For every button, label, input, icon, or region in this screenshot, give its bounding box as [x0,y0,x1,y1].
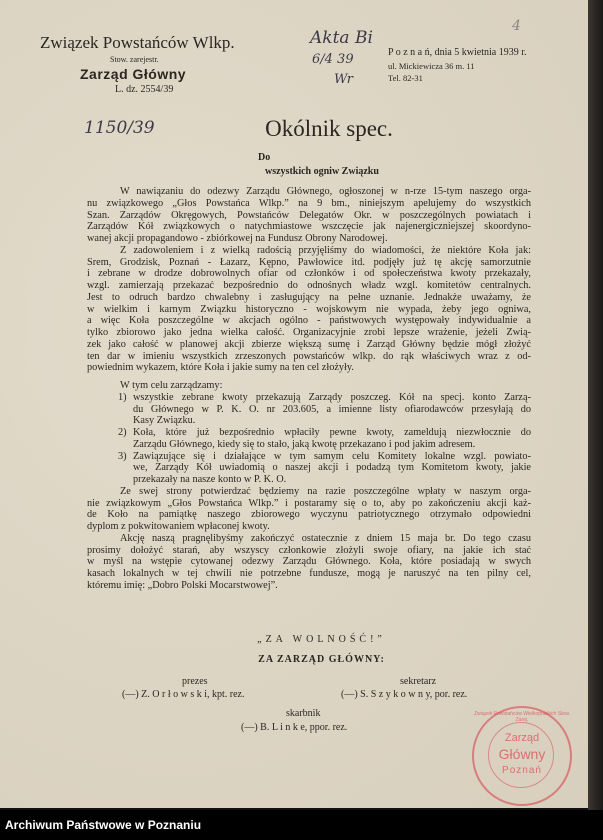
document-title: Okólnik spec. [265,116,393,141]
text-line: Akcję naszą pragnęlibyśmy zakończyć ostatecznie z dniem 15 maja br. Do tego czasu [120,532,531,544]
secretary-signature: (—) S. S z y k o w n y, por. rez. [341,689,468,700]
text-line: Zarządu Głównego, kiedy się to stało, jaką kwotę przekazano i pod jakim adresem. [133,438,476,450]
text-line: wanej akcji propagandowo - zbiórkowej na Fundusz Obrony Narodowej. [87,233,388,244]
scan-edge [588,0,603,810]
president-role: prezes [182,676,208,687]
signoff: ZA ZARZĄD GŁÓWNY: [258,654,385,665]
list-number: 2) [118,427,127,438]
text-line: w wielkim i karnym Związku historyczno - wojskowym nie wypada, żeby jego ogniwa, [87,303,531,315]
handwritten-date: 6/4 39 [312,52,354,67]
motto: „ZA WOLNOŚĆ!” [257,634,386,645]
board-name: Zarząd Główny [80,66,187,82]
president-signature: (—) Z. O r ł o w s k i, kpt. rez. [122,689,245,700]
text-line: powiednim wykazem, które Koła i jakie sumy na ten cel złożyły. [87,362,354,374]
text-line: tylko zbiorowo jako jedna wielka całość. Organizacyjnie zrobi lepsze wrażenie, jeżeli Zwią- [87,327,531,338]
treasurer-signature: (—) B. L i n k e, ppor. rez. [241,722,348,733]
text-line: Zarządów Kół związkowych o natychmiastowe wszczęcie jak najenergiczniejszej skoordyno- [87,221,531,233]
text-line: du Głównego w P. K. O. nr 203.605, a imienne listy ofiarodawców przesyłają do [133,403,531,415]
secretary-role: sekretarz [400,676,437,687]
text-line: W tym celu zarządzamy: [120,380,223,391]
text-line: przekazały na nasze konto w P. K. O. [133,474,287,485]
text-line: Jest to odruch bardzo chwalebny i zasługujący na pełne uznanie. Jednakże uważamy, że [87,291,531,303]
list-number: 1) [118,391,127,403]
handwritten-initials: Wr [334,72,353,87]
addressee-line1: Do [258,152,271,163]
text-line: Ze swej strony potwierdzać będziemy na razie poszczególne wpłaty w naszym orga- [120,485,531,497]
place-date: P o z n a ń, dnia 5 kwietnia 1939 r. [388,47,527,58]
phone: Tel. 82-31 [388,73,423,83]
text-line: we, Zarządy Kół uwiadomią o naszej akcji i podadzą tym Komitetom kwoty, jakie [133,462,531,474]
stamp-text-1: Zarząd [504,732,540,744]
text-line: zek jako całość w planowej akcji zbierze większą sumę i Zarząd Główny będzie mógł złożyć [87,338,531,350]
text-line: nu związkowego „Głos Powstańca Wlkp.” na 9 bm., niniejszym apelujemy do wszystkich [87,197,531,209]
text-line: dyplom z pokwitowaniem wpłaconej kwoty. [87,521,270,532]
list-item [87,451,531,486]
archive-name: Archiwum Państwowe w Poznaniu [5,818,202,832]
official-stamp [472,706,572,806]
handwritten-number: 1150/39 [84,118,155,138]
text-line: ten dar w imieniu wszystkich zrzeszonych powstańców wlkp. do rąk właściwych wraz z od- [87,350,531,362]
text-line: kasach lokalnych w tej chwili nie potrzebne fundusze, mogą je naruszyć na ten pilny cel, [87,568,531,579]
text-line: wszystkie zebrane kwoty przekazują Zarządy poszczeg. Kół na specj. konto Zarzą- [133,391,531,403]
document-body [87,186,531,592]
handwritten-page: 4 [512,18,521,34]
stamp-ring-text: Związek Powstańców Wielkopolskich Stow. Zarej. [474,711,570,723]
treasurer-role: skarbnik [286,708,321,719]
text-line: w myśl na wstępie cytowanej odezwy Zarządu Głównego. Koła, które posiadają w swych [87,556,531,568]
text-line: i zebrane w drodze dobrowolnych ofiar od członków i od społeczeństwa kwoty przekazały, [87,268,531,280]
reference-number: L. dz. 2554/39 [115,84,174,95]
handwritten-note: Akta Bi [310,28,373,48]
text-line: a więc Koła poszczególne w akcjach ogólno - państwowych występowały indywidualnie a [87,315,531,327]
archive-footer [0,810,603,840]
registered-label: Stow. zarejestr. [110,55,159,64]
list-item [87,427,531,451]
text-line: Szan. Zarządów Okręgowych, Powstańców Delegatów Okr. w poszczególnych powiatach i [87,209,531,221]
text-line: de Koło na pamiątkę naszego zbiorowego wyczynu patriotycznego otrzymało odpowiedni [87,509,531,521]
text-line: wzgl. zamierzają przekazać bezpośrednio do odnośnych władz wzgl. komitetów centralnych. [87,280,531,291]
text-line: Kasy Związku. [133,415,196,427]
text-line: Zawiązujące się i działające w tym samym celu Komitety lokalne wzgl. powiato- [133,450,531,462]
text-line: nie związkowym „Głos Powstańca Wlkp.” i postaramy się o to, aby po zakończeniu akcji każ- [87,497,531,509]
organization-name: Związek Powstańców Wlkp. [40,33,235,52]
text-line: któremu imię: „Dobro Polski Mocarstwowej”. [87,579,278,591]
addressee-line2: wszystkich ogniw Związku [265,166,379,177]
text-line: prosimy dołożyć starań, aby wszyscy członkowie złożyli swoje ofiary, na jakie ich stać [87,544,531,556]
stamp-text-2: Główny [498,746,546,762]
stamp-text-3: Poznań [502,765,542,776]
text-line: Śrem, Grodzisk, Poznań - Łazarz, Kępno, Pawłowice itd. podjęły już tę akcję samorzutnie [87,256,531,268]
text-line: Koła, które już bezpośrednio wpłaciły pewne kwoty, zameldują niezwłocznie do [133,427,531,438]
text-line: Z zadowoleniem i z wielką radością przyjęliśmy do wiadomości, że niektóre Koła jak: [120,244,531,256]
address: ul. Mickiewicza 36 m. 11 [388,61,475,71]
list-number: 3) [118,450,127,462]
text-line: W nawiązaniu do odezwy Zarządu Głównego, ogłoszonej w n-rze 15-tym naszego orga- [120,186,531,197]
list-item [87,392,531,427]
